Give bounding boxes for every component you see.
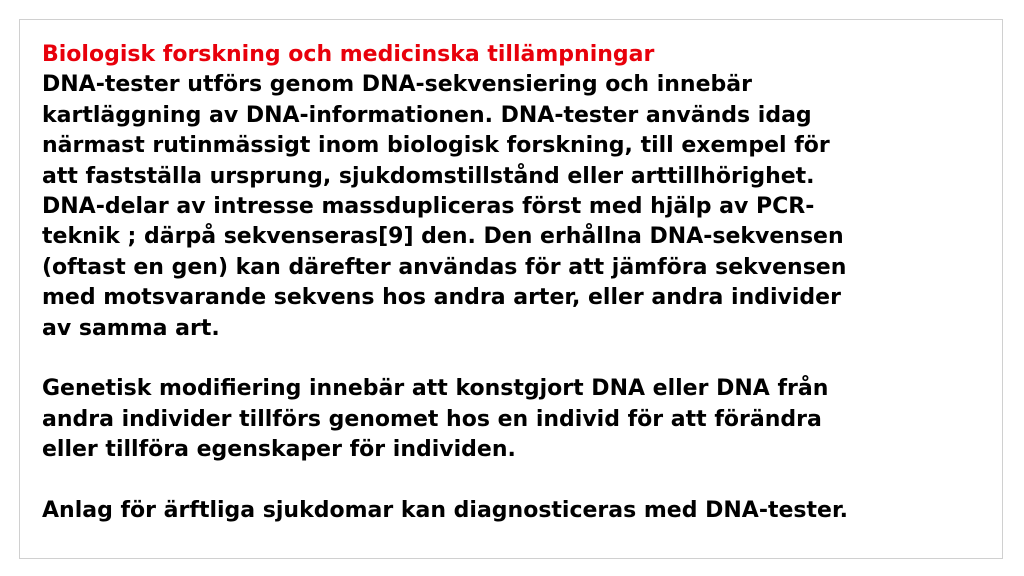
slide-content (42, 40, 982, 526)
text-line: andra individer tillförs genomet hos en individ för att förändra (42, 406, 822, 432)
text-line: DNA-delar av intresse massdupliceras först med hjälp av PCR- (42, 194, 815, 220)
text-line: Genetisk modifiering innebär att konstgjort DNA eller DNA från (42, 376, 829, 402)
text-line: med motsvarande sekvens hos andra arter, eller andra individer (42, 285, 841, 311)
text-line: eller tillföra egenskaper för individen. (42, 437, 516, 463)
text-line: närmast rutinmässigt inom biologisk forskning, till exempel för (42, 133, 830, 159)
paragraph-hereditary-diseases (42, 496, 982, 526)
text-line: DNA-tester utförs genom DNA-sekvensiering och innebär (42, 72, 752, 98)
paragraph-spacer (42, 344, 982, 374)
text-line: (oftast en gen) kan därefter användas för att jämföra sekvensen (42, 254, 847, 280)
paragraph-genetic-modification (42, 374, 982, 465)
slide-heading: Biologisk forskning och medicinska tillämpningar (42, 42, 655, 67)
text-line: av samma art. (42, 315, 220, 341)
text-line: teknik ; därpå sekvenseras[9] den. Den erhållna DNA-sekvensen (42, 224, 844, 250)
paragraph-spacer (42, 466, 982, 496)
text-line: Anlag för ärftliga sjukdomar kan diagnosticeras med DNA-tester. (42, 498, 849, 524)
slide (19, 19, 1003, 559)
text-line: att fastställa ursprung, sjukdomstillstånd eller arttillhörighet. (42, 163, 815, 189)
paragraph-dna-tests (42, 70, 982, 344)
text-line: kartläggning av DNA-informationen. DNA-tester används idag (42, 102, 812, 128)
